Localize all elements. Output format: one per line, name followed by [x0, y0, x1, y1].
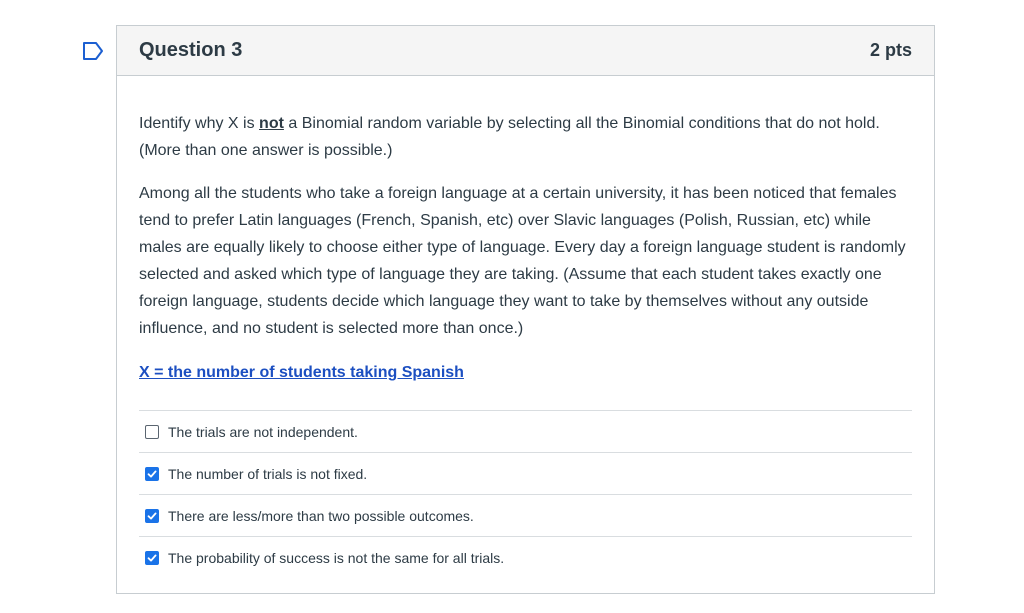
prompt-emphasis: not: [259, 115, 284, 132]
question-card: [116, 25, 935, 594]
answer-checkbox[interactable]: [145, 425, 159, 439]
answer-label: The trials are not independent.: [168, 423, 358, 440]
question-header: [117, 26, 934, 76]
question-body: [117, 76, 934, 579]
answer-label: There are less/more than two possible outcomes.: [168, 507, 474, 524]
answer-option[interactable]: [139, 537, 912, 579]
checkmark-icon: [147, 469, 157, 479]
question-prompt: [139, 110, 912, 164]
answer-label: The number of trials is not fixed.: [168, 465, 368, 482]
checkmark-icon: [147, 553, 157, 563]
answer-option[interactable]: [139, 495, 912, 537]
prompt-before: Identify why X is: [139, 115, 260, 132]
answer-checkbox[interactable]: [145, 551, 159, 565]
answer-label: The probability of success is not the same for all trials.: [168, 550, 505, 566]
answer-checkbox[interactable]: [145, 467, 159, 481]
question-title: Question 3: [139, 39, 243, 61]
answer-option[interactable]: [139, 411, 912, 453]
answer-checkbox[interactable]: [145, 509, 159, 523]
prompt-after: a Binomial random variable by selecting all the Binomial conditions that do not hold. (More than one answer is possible.): [139, 115, 880, 159]
question-points: 2 pts: [869, 40, 912, 60]
variable-definition: X = the number of students taking Spanish: [139, 364, 464, 381]
answer-list: [139, 410, 912, 579]
checkmark-icon: [147, 511, 157, 521]
question-scenario: Among all the students who take a foreign language at a certain university, it has been noticed that females tend to prefer Latin languages (French, Spanish, etc) over Slavic languages (Polish, Russian, etc) while males are equally likely to choose either type of language. Every day a foreign language student is randomly selected and asked which type of language they are taking. (Assume that each student takes exactly one foreign language, students decide which language they want to take by themselves without any outside influence, and no student is selected more than once.): [139, 185, 906, 337]
answer-option[interactable]: [139, 453, 912, 495]
bookmark-flag-icon[interactable]: [81, 40, 105, 62]
